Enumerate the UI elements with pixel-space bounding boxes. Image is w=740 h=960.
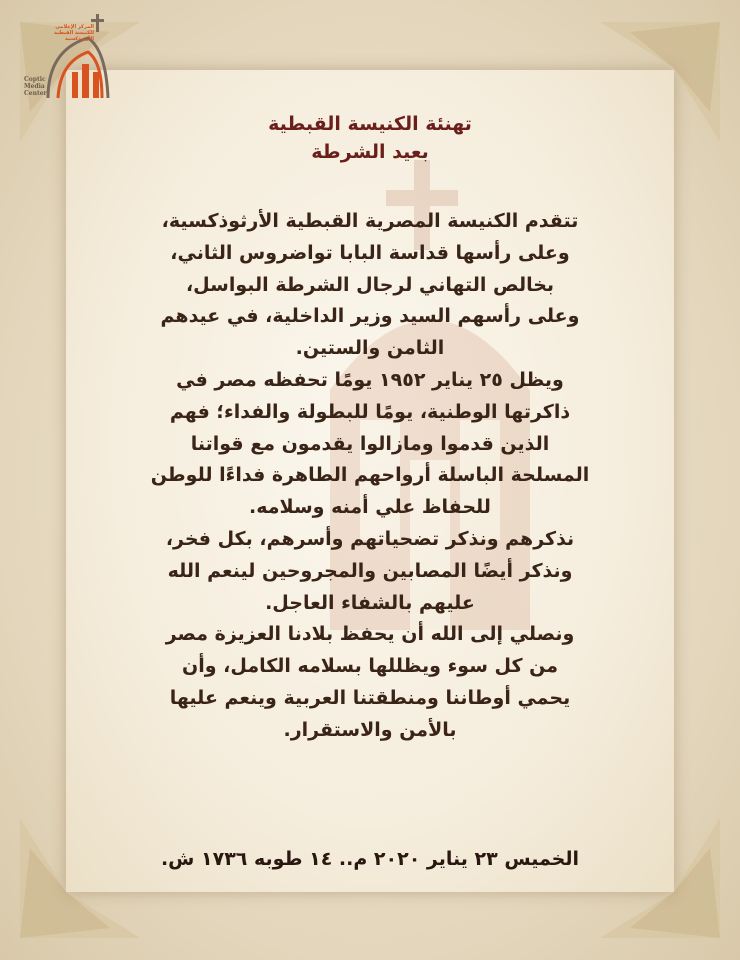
body-line: وعلى رأسها قداسة البابا تواضروس الثاني،	[170, 241, 570, 264]
title-line: بعيد الشرطة	[311, 141, 429, 163]
date-line: الخميس ٢٣ يناير ٢٠٢٠ م.. ١٤ طوبه ١٧٣٦ ش.	[160, 848, 580, 870]
body-line: ذاكرتها الوطنية، يومًا للبطولة والفداء؛ فهم	[169, 400, 571, 423]
logo-english-line: Media	[24, 83, 45, 90]
body-line: الثامن والستين.	[295, 337, 445, 360]
body-line: يحمي أوطاننا ومنطقتنا العربية وينعم عليها	[169, 686, 571, 709]
letter-body	[140, 206, 600, 747]
logo-arabic-line: للكنيسة القبطية الأرثوذكسية	[54, 30, 94, 42]
body-line: بخالص التهاني لرجال الشرطة البواسل،	[185, 273, 555, 296]
body-line: الذين قدموا ومازالوا يقدمون مع قواتنا	[190, 432, 550, 455]
logo-english-line: Coptic	[24, 76, 46, 83]
body-line: من كل سوء ويظللها بسلامه الكامل، وأن	[181, 655, 558, 678]
body-line: للحفاظ علي أمنه وسلامه.	[249, 496, 491, 519]
title-line: تهنئة الكنيسة القبطية	[268, 113, 472, 135]
logo-english-line: Center	[24, 90, 47, 97]
body-line: نذكرهم ونذكر تضحياتهم وأسرهم، بكل فخر،	[165, 527, 575, 550]
body-line: عليهم بالشفاء العاجل.	[265, 591, 475, 614]
body-line: المسلحة الباسلة أرواحهم الطاهرة فداءًا للوطن	[150, 464, 590, 487]
body-line: ونصلي إلى الله أن يحفظ بلادنا العزيزة مصر	[165, 623, 575, 646]
body-line: ويظل ٢٥ يناير ١٩٥٢ يومًا تحفظه مصر في	[176, 368, 564, 391]
letter-content	[140, 110, 600, 747]
logo-arabic-line: المركز الإعلامي	[55, 24, 94, 30]
coptic-media-center-logo	[18, 10, 118, 102]
body-line: بالأمن والاستقرار.	[283, 718, 457, 741]
body-line: تتقدم الكنيسة المصرية القبطية الأرثوذكسية،	[161, 210, 579, 232]
body-line: وعلى رأسهم السيد وزير الداخلية، في عيدهم	[160, 305, 580, 328]
body-line: ونذكر أيضًا المصابين والمجروحين لينعم الله	[167, 559, 573, 582]
